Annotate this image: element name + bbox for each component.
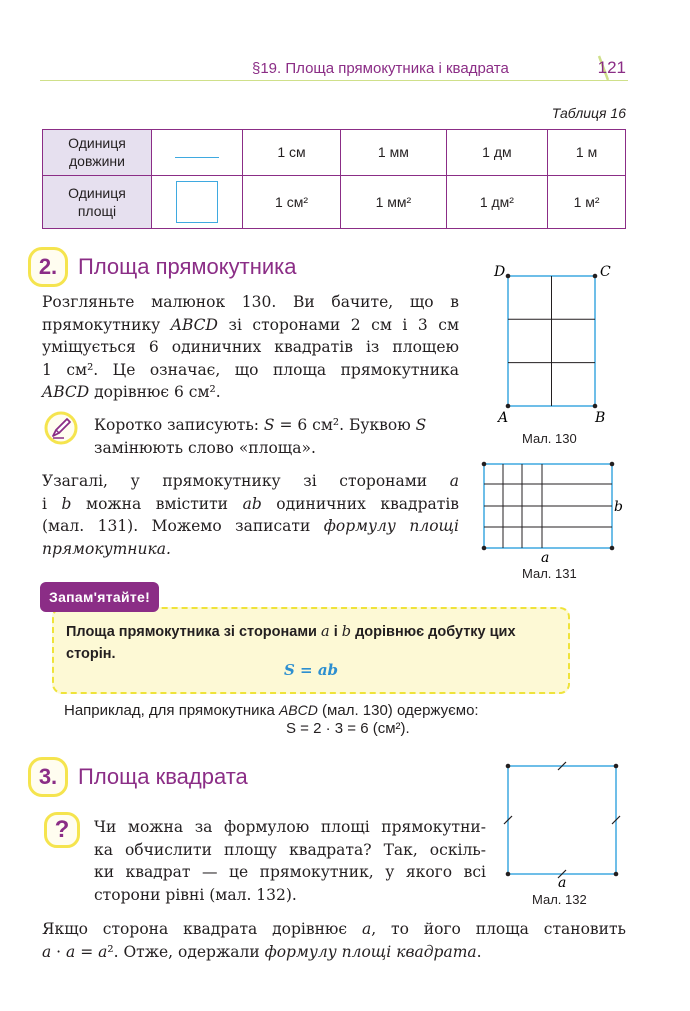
row-header-area: Одиниця площі bbox=[43, 175, 152, 228]
figure-132-caption: Мал. 132 bbox=[532, 892, 587, 907]
remember-tag: Запам'ятайте! bbox=[40, 582, 159, 612]
table-cell: 1 дм² bbox=[446, 175, 547, 228]
section3-paragraph: Якщо сторона квадрата дорівнює a, то його площа становить a · a = a². Отже, одержали формулу площі квадрата. bbox=[42, 920, 626, 961]
section2-paragraph-1: Розгляньте малюнок 130. Ви бачите, що в прямокутнику ABCD зі сторонами 2 см і 3 см уміщується 6 одиничних квадратів із площею 1 см². Це означає, що площа прямокутника ABCD дорівнює 6 см². bbox=[42, 293, 459, 401]
note-text: Коротко записують: S = 6 см². Буквою S замінюють слово «площа». bbox=[94, 416, 427, 457]
section-number-2: 2. bbox=[28, 247, 68, 287]
area-formula: S = ab bbox=[283, 661, 339, 679]
question-text: Чи можна за формулою площі прямокутни- ка обчислити площу квадрата? Так, оскіль- ки квадрат — це прямокутник, у якого всі сторони рівні (мал. 132). bbox=[94, 818, 486, 904]
side-label-b: b bbox=[614, 499, 623, 515]
example-text: Наприклад, для прямокутника ABCD (мал. 130) одержуємо: bbox=[64, 702, 479, 719]
figure-132 bbox=[500, 758, 626, 891]
row-header-length: Одиниця довжини bbox=[43, 130, 152, 176]
figure-131-caption: Мал. 131 bbox=[522, 566, 577, 581]
remember-box bbox=[52, 607, 570, 694]
section-title-3: Площа квадрата bbox=[78, 764, 248, 789]
vertex-label-d: D bbox=[494, 264, 506, 280]
section2-paragraph-2: Узагалі, у прямокутнику зі сторонами a і b можна вмістити ab одиничних квадратів (мал. 131). Можемо записати формулу площі прямокутника. bbox=[42, 472, 459, 558]
section-number-3: 3. bbox=[28, 757, 68, 797]
figure-131 bbox=[478, 458, 628, 566]
page-number: 121 bbox=[597, 58, 626, 77]
table-cell: 1 м bbox=[548, 130, 626, 176]
table-row bbox=[43, 175, 626, 228]
header-rule bbox=[40, 80, 628, 81]
vertex-label-c: C bbox=[600, 264, 611, 280]
table-cell: 1 см bbox=[243, 130, 341, 176]
side-label-a: a bbox=[558, 875, 567, 891]
page-header bbox=[40, 56, 628, 82]
table-cell: 1 дм bbox=[446, 130, 547, 176]
vertex-label-b: B bbox=[595, 410, 606, 426]
section-title-2: Площа прямокутника bbox=[78, 254, 297, 279]
header-title: §19. Площа прямокутника і квадрата bbox=[252, 60, 509, 77]
vertex-label-a: A bbox=[498, 410, 509, 426]
figure-130-caption: Мал. 130 bbox=[522, 431, 577, 446]
example-formula: S = 2 · 3 = 6 (см²). bbox=[286, 720, 410, 737]
pen-icon bbox=[44, 411, 78, 445]
units-table bbox=[42, 129, 626, 229]
length-unit-icon bbox=[152, 130, 243, 176]
table-row bbox=[43, 130, 626, 176]
remember-text: Площа прямокутника зі сторонами a і b дорівнює добутку цих сторін. bbox=[66, 624, 516, 662]
question-icon: ? bbox=[44, 812, 80, 848]
figure-130 bbox=[494, 262, 622, 424]
area-unit-icon bbox=[152, 175, 243, 228]
table-cell: 1 мм bbox=[341, 130, 447, 176]
side-label-a: a bbox=[541, 550, 550, 566]
table-caption: Таблиця 16 bbox=[551, 105, 626, 121]
table-cell: 1 мм² bbox=[341, 175, 447, 228]
table-cell: 1 см² bbox=[243, 175, 341, 228]
table-cell: 1 м² bbox=[548, 175, 626, 228]
